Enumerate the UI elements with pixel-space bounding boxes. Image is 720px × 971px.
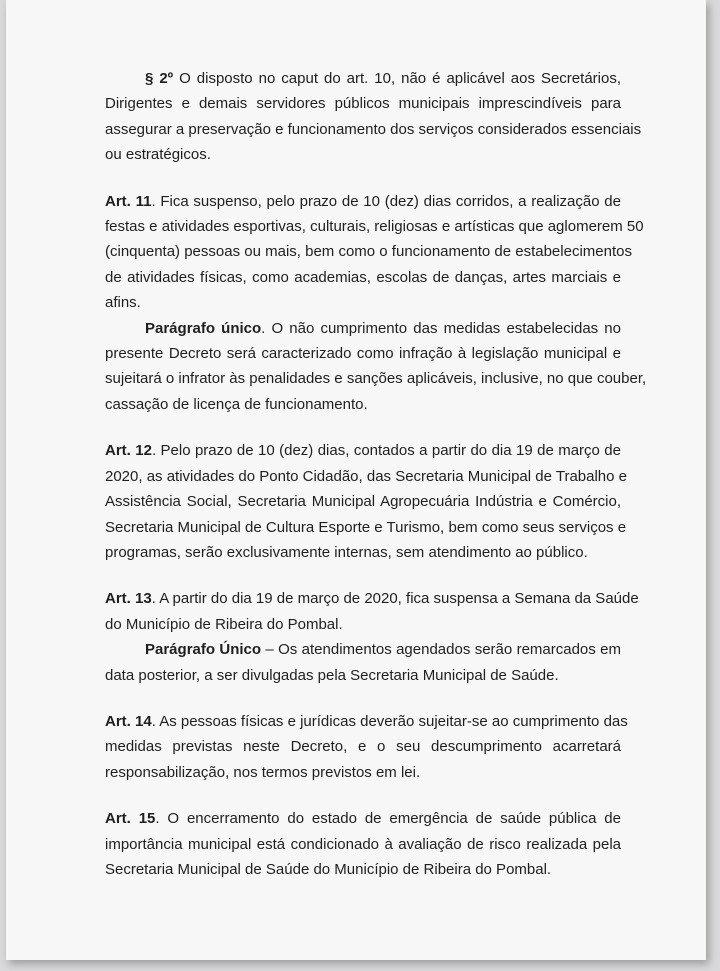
- sole-paragraph-label: Parágrafo Único: [145, 641, 262, 659]
- article-13-sole-paragraph: Parágrafo Único – Os atendimentos agendados serão remarcados em: [145, 641, 621, 659]
- article-12-label: Art. 12: [105, 442, 152, 460]
- article-13: Art. 13. A partir do dia 19 de março de 2020, fica suspensa a Semana da Saúde do Município de Ribeira do Pombal. Parágrafo Único – Os atendimentos agendados serão remarcados em data posterior, a ser divulgadas pela Secretaria Municipal de Saúde.: [105, 590, 639, 684]
- article-11: Art. 11. Fica suspenso, pelo prazo de 10 (dez) dias corridos, a realização de festas e atividades esportivas, culturais, religiosas e artísticas que aglomerem 50 (cinquenta) pessoas ou mais, bem como o funcionamento de estabelecimentos de atividades físicas, como academias, escolas de danças, artes marciais e afins. Parágrafo único. O não cumprimento das medidas estabelecidas no presente Decreto será caracterizado como infração à legislação municipal e sujeitará o infrator às penalidades e sanções aplicáveis, inclusive, no que couber, cassação de licença de funcionamento.: [105, 192, 647, 413]
- document-page: [6, 0, 706, 960]
- article-15: Art. 15. O encerramento do estado de emergência de saúde pública de importância municipal está condicionado à avaliação de risco realizada pela Secretaria Municipal de Saúde do Município de Ribeira do Pombal.: [105, 810, 621, 878]
- article-12: Art. 12. Pelo prazo de 10 (dez) dias, contados a partir do dia 19 de março de 2020, as atividades do Ponto Cidadão, das Secretaria Municipal de Trabalho e Assistência Social, Secretaria Municipal Agropecuária Indústria e Comércio, Secretaria Municipal de Cultura Esporte e Turismo, bem como seus serviços e programas, serão exclusivamente internas, sem atendimento ao público.: [105, 442, 628, 561]
- paragraph-2-label: § 2º: [145, 70, 174, 87]
- article-15-label: Art. 15: [105, 810, 156, 828]
- article-14: Art. 14. As pessoas físicas e jurídicas deverão sujeitar-se ao cumprimento das medidas previstas neste Decreto, e o seu descumprimento acarretará responsabilização, nos termos previstos em lei.: [105, 712, 628, 781]
- sole-paragraph-label: Parágrafo único: [145, 319, 262, 337]
- document-body: [105, 66, 647, 882]
- article-14-label: Art. 14: [105, 712, 152, 730]
- article-11-label: Art. 11: [105, 192, 152, 210]
- paragraph-2: § 2º O disposto no caput do art. 10, não é aplicável aos Secretários, Dirigentes e demais servidores públicos municipais imprescindíveis para assegurar a preservação e funcionamento dos serviços considerados essenciais ou estratégicos.: [105, 70, 642, 164]
- article-11-sole-paragraph: Parágrafo único. O não cumprimento das medidas estabelecidas no: [145, 319, 621, 337]
- article-13-label: Art. 13: [105, 590, 152, 608]
